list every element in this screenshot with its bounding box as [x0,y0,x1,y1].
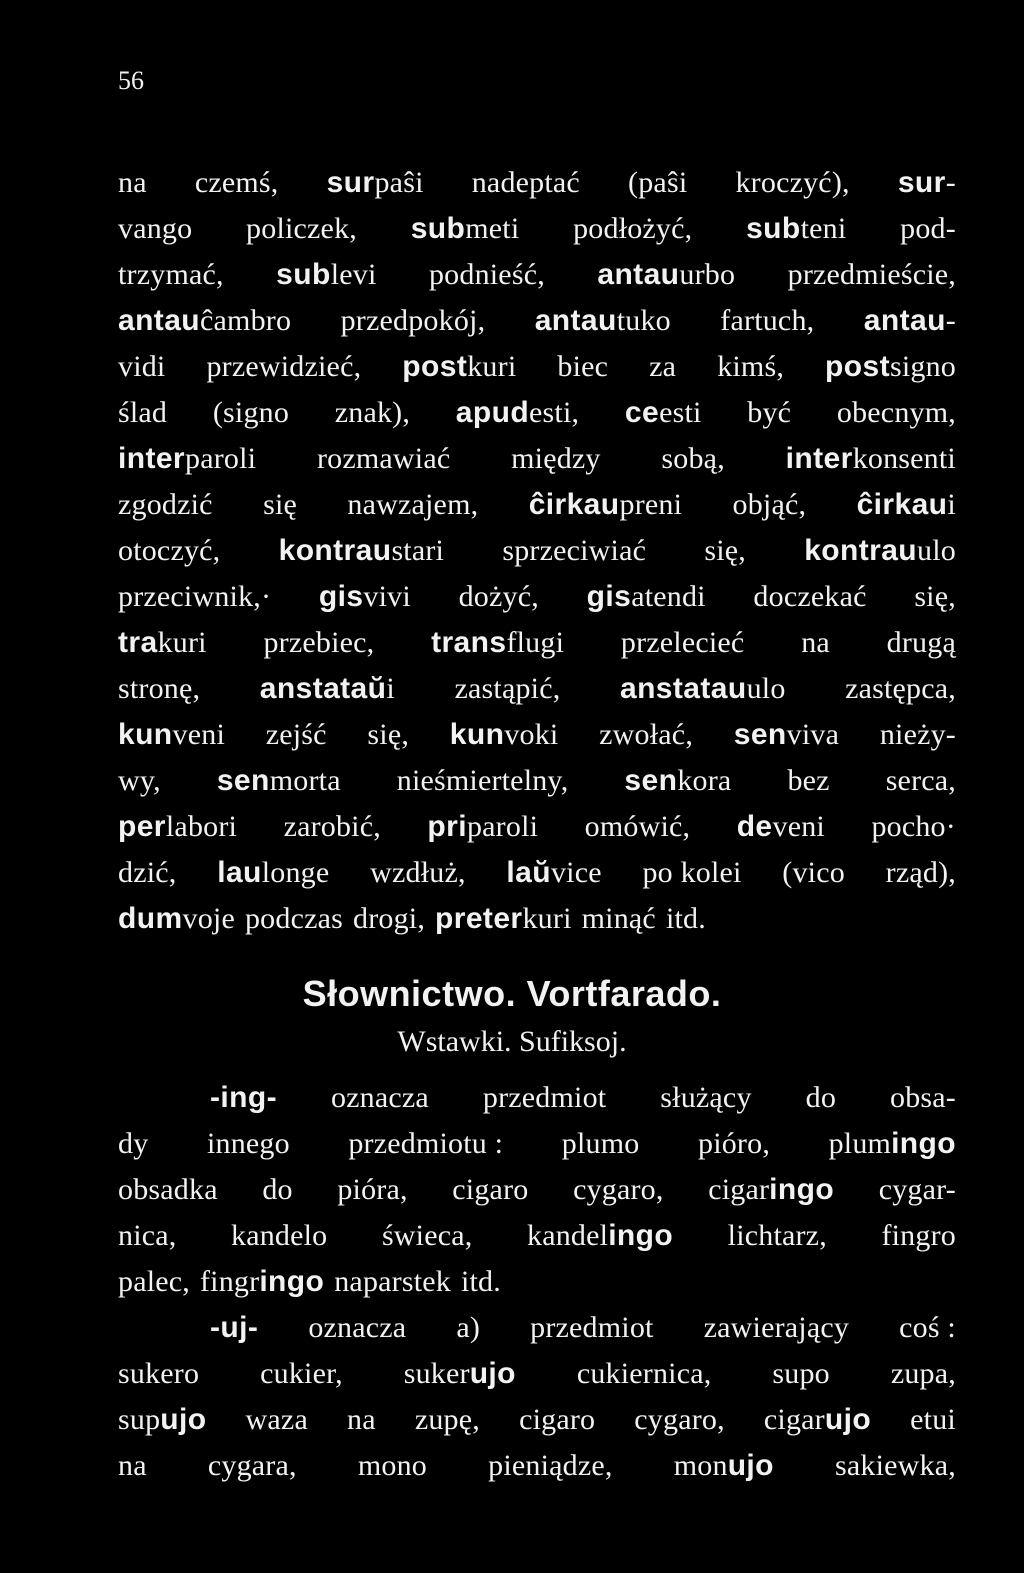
word: sukerujo [403,1357,516,1390]
word: do [805,1081,837,1114]
word: zejść [265,718,327,751]
word: na [801,626,830,659]
word: obsadka [118,1173,218,1206]
word: policzek, [246,212,357,245]
word: między [511,442,601,475]
word: podłożyć, [573,212,693,245]
word: (paŝi [628,166,688,199]
word: cukier, [260,1357,343,1390]
word: etui [910,1403,956,1436]
word: sublevi [276,258,377,291]
word: supujo [118,1403,207,1436]
text-line [118,804,956,850]
word: a) [456,1311,481,1344]
text-line [118,1121,956,1167]
word: przedmieście, [787,258,956,291]
word: waza [245,1403,308,1436]
text-line [118,298,956,344]
word: na [347,1403,376,1436]
word: postsigno [825,350,956,383]
word: obsa- [890,1081,956,1114]
word: monujo [673,1449,774,1482]
word: na [118,166,147,199]
word: wzdłuż, [370,856,466,889]
word: antautuko [534,304,671,337]
word: nieży- [879,718,956,751]
text-line [118,1075,956,1121]
word: priparoli [427,810,539,843]
text-line [118,206,956,252]
word: omówić, [584,810,691,843]
word: bez [787,764,830,797]
text-line [118,1305,956,1351]
word: laulonge [217,856,330,889]
word: rozmawiać [316,442,451,475]
word: biec [557,350,609,383]
word: świeca, [381,1219,473,1252]
text-line [118,666,956,712]
word: interparoli [118,442,257,475]
text-line [118,850,956,896]
word: ĉirkaupreni [528,488,683,521]
text-line [118,1167,956,1213]
word: fartuch, [720,304,815,337]
text-line [118,160,956,206]
word: dumvoje [118,902,235,935]
word: naparstek [334,1265,451,1298]
word: itd. [460,1265,501,1298]
word: senviva [733,718,840,751]
word: doczekać [753,580,867,613]
word: kandelingo [527,1219,674,1252]
section-heading: Słownictwo. Vortfarado. [302,973,722,1014]
word: drugą [886,626,956,659]
word: interkonsenti [785,442,956,475]
word: cigaro [519,1403,596,1436]
word: służący [660,1081,752,1114]
word: nica, [118,1219,177,1252]
word: wy, [118,764,161,797]
text-line [118,574,956,620]
word: kimś, [717,350,785,383]
text-line [118,482,956,528]
word: vidi [118,350,166,383]
word: innego [206,1127,290,1160]
word: trzymać, [118,258,224,291]
word: fingro [881,1219,956,1252]
word: supo [772,1357,830,1390]
word: pod- [900,212,956,245]
word: nawzajem, [347,488,479,521]
word: kroczyć), [735,166,850,199]
word: oznacza [308,1311,407,1344]
word: senkora [624,764,732,797]
word: anstataŭi [259,672,395,705]
word: przelecieć [620,626,745,659]
word: rząd), [885,856,956,889]
word: preterkuri [435,902,572,935]
word: zarobić, [283,810,381,843]
word: cigaringo [708,1173,835,1206]
word: lichtarz, [727,1219,827,1252]
text-line [118,896,956,942]
word: cygara, [207,1449,297,1482]
word: pióra, [337,1173,408,1206]
word: dy [118,1127,149,1160]
word: anstatauulo [620,672,786,705]
word: pieniądze, [488,1449,613,1482]
text-line [118,1213,956,1259]
text-line [118,758,956,804]
text-line [118,344,956,390]
word: przeciwnik,· [118,580,272,613]
word: się [263,488,298,521]
text-line [118,252,956,298]
word: się, [367,718,410,751]
word: kunvoki [449,718,559,751]
word: minąć [581,902,656,935]
text-line [118,1351,956,1397]
word: pocho· [871,810,956,843]
word: otoczyć, [118,534,221,567]
word: fingringo [199,1265,325,1298]
word: (signo [212,396,290,429]
word: podczas [244,902,344,935]
word: podnieść, [428,258,545,291]
word: ĉirkaui [856,488,956,521]
word: kandelo [231,1219,328,1252]
text-line [118,620,956,666]
word: transflugi [431,626,565,659]
word: pióro, [698,1127,771,1160]
word: za [649,350,677,383]
word: -ing- [210,1081,277,1114]
word: antauurbo [597,258,736,291]
word: sobą, [661,442,725,475]
word: subteni [746,212,847,245]
word: przedpokój, [340,304,486,337]
word: drogi, [353,902,426,935]
word: deveni [736,810,825,843]
word: czemś, [194,166,279,199]
word: przedmiotu : [348,1127,504,1160]
word: perlabori [118,810,238,843]
word: -uj- [210,1311,259,1344]
word: serca, [885,764,956,797]
word: zawierający [703,1311,850,1344]
word: submeti [410,212,520,245]
word: zwołać, [599,718,694,751]
word: cygaro, [634,1403,725,1436]
word: ślad [118,396,168,429]
paragraph-prefixes [118,160,956,942]
word: gisatendi [586,580,706,613]
text-line [118,1259,956,1305]
word: dzić, [118,856,177,889]
text-line [118,1397,956,1443]
word: się, [914,580,956,613]
word: obecnym, [836,396,956,429]
word: oznacza [330,1081,429,1114]
word: objąć, [732,488,807,521]
page-number: 56 [118,66,144,95]
word: cigarujo [763,1403,872,1436]
word: dożyć, [458,580,539,613]
word: cukiernica, [576,1357,712,1390]
text-line [118,390,956,436]
word: mono [357,1449,428,1482]
word: kontrauulo [804,534,956,567]
word: zgodzić [118,488,213,521]
word: sprzeciwiać [502,534,647,567]
word: się, [704,534,746,567]
word: po kolei [642,856,742,889]
word: przebiec, [263,626,375,659]
word: gisvivi [318,580,411,613]
word: przedmiot [482,1081,607,1114]
word: przewidzieć, [206,350,362,383]
word: plumingo [828,1127,956,1160]
word: kunveni [118,718,225,751]
word: cygar- [878,1173,956,1206]
section-subheading: Wstawki. Sufiksoj. [397,1025,627,1058]
word: vango [118,212,193,245]
word: ceesti [624,396,702,429]
word: plumo [561,1127,640,1160]
word: (vico [782,856,845,889]
word: sakiewka, [835,1449,956,1482]
word: zastąpić, [454,672,561,705]
word: nieśmiertelny, [396,764,569,797]
word: nadeptać [471,166,580,199]
text-line [118,528,956,574]
word: cygaro, [573,1173,664,1206]
word: surpaŝi [326,166,424,199]
word: na [118,1449,147,1482]
word: zupę, [414,1403,480,1436]
word: coś : [899,1311,956,1344]
word: antau- [863,304,956,337]
word: trakuri [118,626,207,659]
word: apudesti, [455,396,580,429]
word: sur- [897,166,956,199]
word: zupa, [890,1357,956,1390]
word: znak), [334,396,411,429]
text-line [118,1443,956,1489]
word: laŭvice [506,856,602,889]
word: cigaro [452,1173,529,1206]
word: senmorta [216,764,341,797]
word: antauĉambro [118,304,292,337]
text-line [118,436,956,482]
text-line [118,712,956,758]
word: stronę, [118,672,201,705]
word: kontraustari [278,534,445,567]
word: sukero [118,1357,200,1390]
word: zastępca, [845,672,956,705]
word: przedmiot [530,1311,654,1344]
paragraph-suffixes [118,1075,956,1489]
word: postkuri [402,350,517,383]
word: być [747,396,792,429]
word: itd. [665,902,706,935]
word: do [262,1173,293,1206]
word: palec, [118,1265,190,1298]
